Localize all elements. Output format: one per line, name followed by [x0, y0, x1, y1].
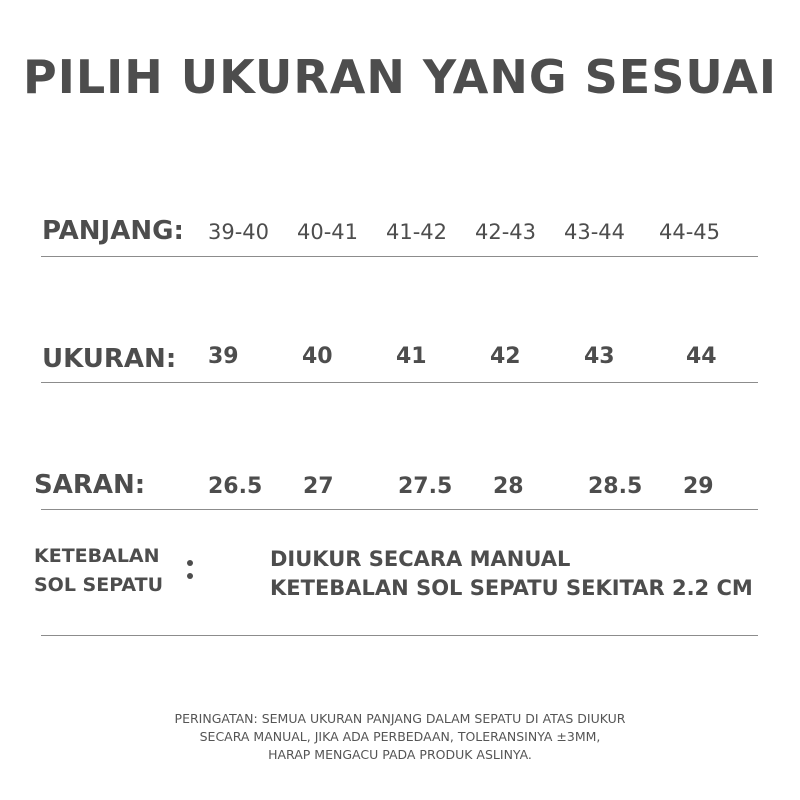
saran-value: 27.5: [398, 474, 453, 499]
note-line: SECARA MANUAL, JIKA ADA PERBEDAAN, TOLERANSINYA ±3MM,: [199, 729, 601, 744]
ukuran-value: 44: [686, 344, 717, 369]
warning-note: [0, 710, 800, 764]
ukuran-value: 40: [302, 344, 333, 369]
panjang-value: 41-42: [386, 220, 448, 244]
ukuran-label: UKURAN:: [42, 344, 177, 374]
panjang-value: 42-43: [475, 220, 537, 244]
saran-value: 29: [683, 474, 714, 499]
sol-label-line: KETEBALAN: [34, 545, 160, 567]
note-line: PERINGATAN: SEMUA UKURAN PANJANG DALAM SEPATU DI ATAS DIUKUR: [174, 711, 626, 726]
ukuran-value: 43: [584, 344, 615, 369]
panjang-label: PANJANG:: [42, 216, 184, 246]
page-title: PILIH UKURAN YANG SESUAI: [23, 50, 777, 104]
sol-thickness-description: [270, 545, 753, 603]
ukuran-value: 39: [208, 344, 239, 369]
row-divider: [41, 509, 758, 510]
colon-dot: [187, 573, 193, 579]
sol-desc-line: KETEBALAN SOL SEPATU SEKITAR 2.2 CM: [270, 576, 753, 600]
sol-thickness-label: [34, 542, 163, 600]
panjang-value: 44-45: [659, 220, 721, 244]
panjang-value: 39-40: [208, 220, 270, 244]
sol-desc-line: DIUKUR SECARA MANUAL: [270, 547, 571, 571]
colon-dot: [187, 560, 193, 566]
saran-value: 26.5: [208, 474, 263, 499]
row-divider: [41, 382, 758, 383]
ukuran-value: 42: [490, 344, 521, 369]
row-divider: [41, 256, 758, 257]
ukuran-value: 41: [396, 344, 427, 369]
saran-value: 27: [303, 474, 334, 499]
note-line: HARAP MENGACU PADA PRODUK ASLINYA.: [268, 747, 532, 762]
saran-value: 28: [493, 474, 524, 499]
panjang-value: 40-41: [297, 220, 359, 244]
row-divider: [41, 635, 758, 636]
panjang-value: 43-44: [564, 220, 626, 244]
sol-label-line: SOL SEPATU: [34, 574, 164, 596]
saran-label: SARAN:: [34, 470, 146, 500]
saran-value: 28.5: [588, 474, 643, 499]
